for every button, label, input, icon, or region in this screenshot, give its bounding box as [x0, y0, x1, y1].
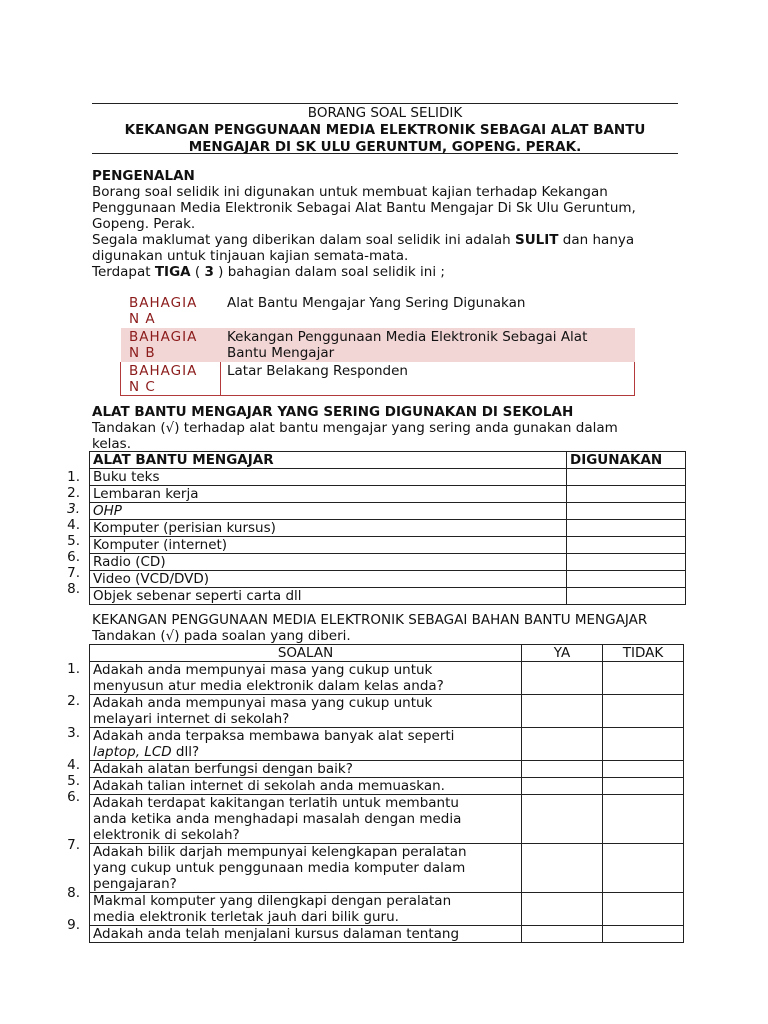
alat-bantu-table — [89, 451, 686, 605]
bahagian-row — [121, 328, 635, 362]
table-row — [90, 503, 686, 520]
header-bottom-rule — [92, 153, 678, 154]
column-header-soalan: SOALAN — [90, 645, 522, 662]
checkbox-cell[interactable] — [567, 571, 686, 588]
table-row — [90, 588, 686, 605]
question-text: Adakah anda terpaksa membawa banyak alat seperti laptop, LCD dll? — [90, 728, 522, 761]
table-row — [90, 469, 686, 486]
item-name: Lembaran kerja — [90, 486, 567, 503]
bahagian-row — [121, 294, 635, 328]
question-text: Adakah talian internet di sekolah anda memuaskan. — [90, 778, 522, 795]
section-a-instruction-line2: kelas. — [92, 436, 131, 452]
bahagian-label: BAHAGIA N C — [121, 362, 221, 396]
item-name: Komputer (perisian kursus) — [90, 520, 567, 537]
bahagian-label: BAHAGIA N A — [129, 295, 198, 327]
row-number: 3. — [67, 501, 80, 517]
tidak-cell[interactable] — [603, 795, 684, 844]
row-number: 4. — [67, 757, 80, 773]
form-subtitle-line2: MENGAJAR DI SK ULU GERUNTUM, GOPENG. PERAK. — [188, 139, 582, 155]
bahagian-row — [121, 362, 635, 396]
tidak-cell[interactable] — [603, 844, 684, 893]
checkbox-cell[interactable] — [567, 520, 686, 537]
question-text: Adakah anda mempunyai masa yang cukup untuk melayari internet di sekolah? — [90, 695, 522, 728]
bahagian-table — [120, 293, 635, 396]
intro-p1-line1: Borang soal selidik ini digunakan untuk membuat kajian terhadap Kekangan — [92, 184, 608, 200]
header-top-rule — [92, 103, 678, 104]
row-number: 2. — [67, 693, 80, 709]
column-header-ya: YA — [522, 645, 603, 662]
form-title: BORANG SOAL SELIDIK — [307, 105, 463, 121]
tidak-cell[interactable] — [603, 695, 684, 728]
form-subtitle-line1: KEKANGAN PENGGUNAAN MEDIA ELEKTRONIK SEBAGAI ALAT BANTU — [124, 122, 646, 138]
form-header — [92, 105, 678, 156]
question-text: Makmal komputer yang dilengkapi dengan peralatan media elektronik terletak jauh dari bilik guru. — [90, 893, 522, 926]
table-row — [90, 795, 684, 844]
bahagian-desc: Latar Belakang Responden — [221, 362, 635, 396]
section-a — [92, 404, 692, 452]
ya-cell[interactable] — [522, 795, 603, 844]
section-a-heading: ALAT BANTU MENGAJAR YANG SERING DIGUNAKAN DI SEKOLAH — [92, 404, 574, 420]
table-row — [90, 893, 684, 926]
ya-cell[interactable] — [522, 695, 603, 728]
column-header-tidak: TIDAK — [603, 645, 684, 662]
row-number: 1. — [67, 661, 80, 677]
tidak-cell[interactable] — [603, 761, 684, 778]
table-row — [90, 695, 684, 728]
ya-cell[interactable] — [522, 844, 603, 893]
section-b-instruction: Tandakan (√) pada soalan yang diberi. — [92, 628, 351, 644]
ya-cell[interactable] — [522, 926, 603, 943]
section-a-instruction-line1: Tandakan (√) terhadap alat bantu mengajar yang sering anda gunakan dalam — [92, 420, 618, 436]
item-name: Video (VCD/DVD) — [90, 571, 567, 588]
question-text: Adakah alatan berfungsi dengan baik? — [90, 761, 522, 778]
question-text: Adakah terdapat kakitangan terlatih untuk membantu anda ketika anda menghadapi masalah dengan media elektronik di sekolah? — [90, 795, 522, 844]
row-number: 6. — [67, 789, 80, 805]
row-number: 9. — [67, 917, 80, 933]
bahagian-desc: Kekangan Penggunaan Media Elektronik Sebagai Alat Bantu Mengajar — [227, 329, 588, 361]
table-row — [90, 844, 684, 893]
item-name: Radio (CD) — [90, 554, 567, 571]
table-row — [90, 761, 684, 778]
row-number: 4. — [67, 517, 80, 533]
item-name: Buku teks — [90, 469, 567, 486]
table-header-row — [90, 452, 686, 469]
bahagian-label: BAHAGIA N B — [129, 329, 198, 361]
intro-section — [92, 168, 692, 280]
table-row — [90, 554, 686, 571]
column-header-alat: ALAT BANTU MENGAJAR — [90, 452, 567, 469]
row-number: 8. — [67, 885, 80, 901]
question-text: Adakah anda mempunyai masa yang cukup untuk menyusun atur media elektronik dalam kelas anda? — [90, 662, 522, 695]
question-text: Adakah anda telah menjalani kursus dalaman tentang — [90, 926, 522, 943]
table-header-row — [90, 645, 684, 662]
checkbox-cell[interactable] — [567, 588, 686, 605]
table-row — [90, 662, 684, 695]
ya-cell[interactable] — [522, 728, 603, 761]
table-row — [90, 486, 686, 503]
ya-cell[interactable] — [522, 893, 603, 926]
row-number: 2. — [67, 485, 80, 501]
row-number: 1. — [67, 469, 80, 485]
soalan-table — [89, 644, 684, 943]
row-number: 7. — [67, 565, 80, 581]
ya-cell[interactable] — [522, 662, 603, 695]
bahagian-desc: Alat Bantu Mengajar Yang Sering Digunakan — [227, 295, 526, 311]
tidak-cell[interactable] — [603, 728, 684, 761]
ya-cell[interactable] — [522, 778, 603, 795]
intro-p1-line2: Penggunaan Media Elektronik Sebagai Alat Bantu Mengajar Di Sk Ulu Geruntum, — [92, 200, 636, 216]
checkbox-cell[interactable] — [567, 554, 686, 571]
row-number: 7. — [67, 837, 80, 853]
intro-p2-line1: Segala maklumat yang diberikan dalam soal selidik ini adalah SULIT dan hanya — [92, 232, 635, 248]
section-b-heading: KEKANGAN PENGGUNAAN MEDIA ELEKTRONIK SEBAGAI BAHAN BANTU MENGAJAR — [92, 612, 648, 628]
column-header-digunakan: DIGUNAKAN — [567, 452, 686, 469]
row-number: 6. — [67, 549, 80, 565]
item-name: Komputer (internet) — [90, 537, 567, 554]
table-row — [90, 520, 686, 537]
intro-p2-line2: digunakan untuk tinjauan kajian semata-mata. — [92, 248, 409, 264]
table-row — [90, 778, 684, 795]
item-name: Objek sebenar seperti carta dll — [90, 588, 567, 605]
tidak-cell[interactable] — [603, 893, 684, 926]
table-row — [90, 571, 686, 588]
row-number: 3. — [67, 725, 80, 741]
tidak-cell[interactable] — [603, 662, 684, 695]
row-number: 8. — [67, 581, 80, 597]
row-number: 5. — [67, 773, 80, 789]
ya-cell[interactable] — [522, 761, 603, 778]
checkbox-cell[interactable] — [567, 469, 686, 486]
checkbox-cell[interactable] — [567, 503, 686, 520]
table-row — [90, 926, 684, 943]
checkbox-cell[interactable] — [567, 486, 686, 503]
tidak-cell[interactable] — [603, 926, 684, 943]
question-text: Adakah bilik darjah mempunyai kelengkapan peralatan yang cukup untuk penggunaan media komputer dalam pengajaran? — [90, 844, 522, 893]
table-row — [90, 728, 684, 761]
row-number: 5. — [67, 533, 80, 549]
intro-p3: Terdapat TIGA ( 3 ) bahagian dalam soal selidik ini ; — [92, 264, 445, 280]
intro-heading: PENGENALAN — [92, 168, 195, 184]
tidak-cell[interactable] — [603, 778, 684, 795]
section-b — [92, 612, 692, 644]
intro-p1-line3: Gopeng. Perak. — [92, 216, 196, 232]
checkbox-cell[interactable] — [567, 537, 686, 554]
table-row — [90, 537, 686, 554]
item-name: OHP — [90, 503, 567, 520]
